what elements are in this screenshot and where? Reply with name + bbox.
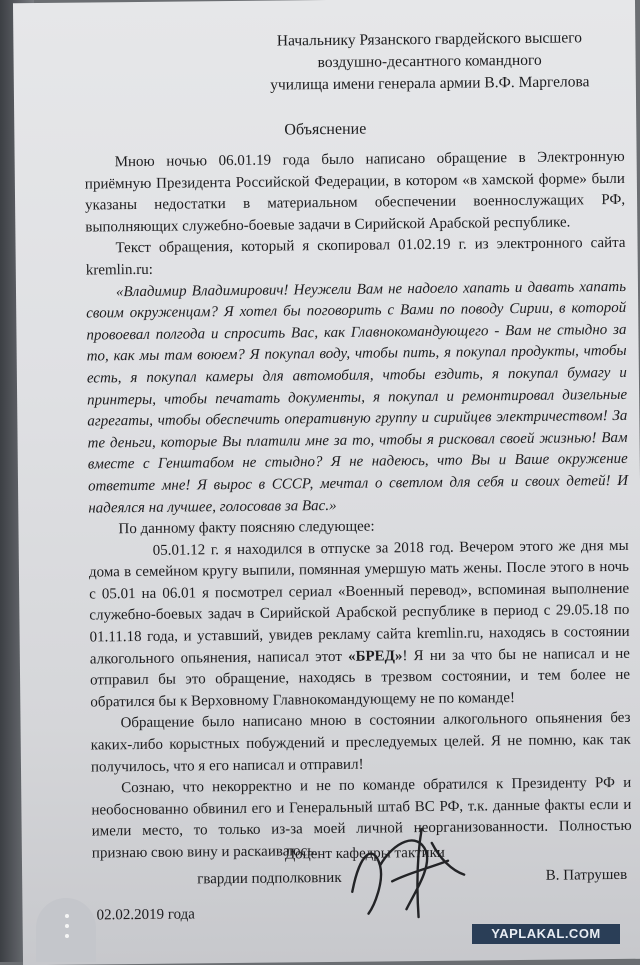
- watermark: YAPLAKAL.COM: [472, 924, 620, 944]
- paragraph: Мною ночью 06.01.19 года было написано обращение в Электронную приёмную Президента Российской Федерации, в котором «в хамской форме» были указаны недостатки в материальном обеспечении военнослужащих РФ, выполняющих служебно-боевые задачи в Сирийской Арабской республике.: [84, 148, 626, 236]
- quoted-appeal: «Владимир Владимирович! Неужели Вам не надоело хапать и давать хапать своим окруженцам? Я хотел бы поговорить с Вами по поводу Сирии, в которой провоевал полгода и спросить Вас, как Главнокомандующего - Вам не стыдно за то, как мы там воюем? Я покупал воду, чтобы пить, я покупал продукты, чтобы есть, я покупал камеры для автомобиля, чтобы ездить, я покупал бумагу и принтеры, чтобы печатать документы, я покупал и ремонтировал дизельные агрегаты, чтобы обеспечить оперативную группу и сирийцев электричеством! За те деньги, которые Вы платили мне за то, чтобы я рисковал своей жизнью! Вам вместе с Генштабом не стыдно? Я не надеюсь, что Вы и Ваше окружение ответите мне! Я вырос в СССР, мечтал о светлом для себя и своих детей! И надеялся на лучшее, голосовав за Вас.»: [86, 278, 629, 517]
- document-date: 02.02.2019 года: [96, 906, 196, 924]
- paragraph: Текст обращения, который я скопировал 01.02.19 г. из электронного сайта kremlin.ru:: [85, 235, 626, 279]
- addressee-line: училища имени генерала армии В.Ф. Маргелова: [270, 73, 590, 94]
- explanation-paragraph: [89, 536, 631, 714]
- signature-block: [197, 839, 627, 892]
- signer-row: [197, 863, 627, 892]
- signer-position: Доцент кафедры тактики: [284, 844, 445, 863]
- paragraph: По данному факту поясняю следующее:: [118, 518, 375, 538]
- document-body: [85, 147, 632, 865]
- paragraph-text: 05.01.12 г. я находился в отпуске за 2018 год. Вечером этого же дня мы дома в семейном кругу выпили, помянная умершую мать жены. После этого в ночь с 05.01 на 06.01 я посмотрел сериал «Военный перевод», вспоминая выполнение служебно-боевых задач в Сирийской Арабской республике в период с 29.05.18 по 01.11.18 года, и уставший, увидев рекламу сайта kremlin.ru, находясь в состоянии алкогольного опьянения, написал этот: [88, 537, 630, 668]
- paragraph: Сознаю, что некорректно и не по команде обратился к Президенту РФ и необоснованно обвинил его и Генеральный штаб ВС РФ, т.к. данные факты если и имели место, то только из-за моей личной неорганизованности. Полностью признаю свою вину и раскаиваюсь.: [91, 775, 632, 862]
- signer-rank: гвардии подполковник: [197, 869, 342, 888]
- signer-name: В. Патрушев: [545, 866, 628, 884]
- document-page: [13, 0, 640, 965]
- addressee-line: воздушно-десантного командного: [317, 51, 542, 72]
- paragraph-text: ! Я ни за что бы не написал и не отправил бы это обращение, находясь в трезвом состоянии, и тем более не обратился бы к Верховному Главнокомандующему не по команде!: [89, 645, 631, 711]
- paragraph: Обращение было написано мною в состоянии алкогольного опьянения без каких-либо корыстных побуждений и преследуемых целей. Я не помню, как так получилось, что я его написал и отправил!: [90, 710, 631, 776]
- addressee-line: Начальнику Рязанского гвардейского высшего: [276, 29, 583, 50]
- document-title: Объяснение: [284, 120, 367, 139]
- more-vertical-icon: [63, 914, 71, 938]
- addressee-block: [249, 27, 610, 97]
- emphasis-text: «БРЕД»: [347, 647, 403, 665]
